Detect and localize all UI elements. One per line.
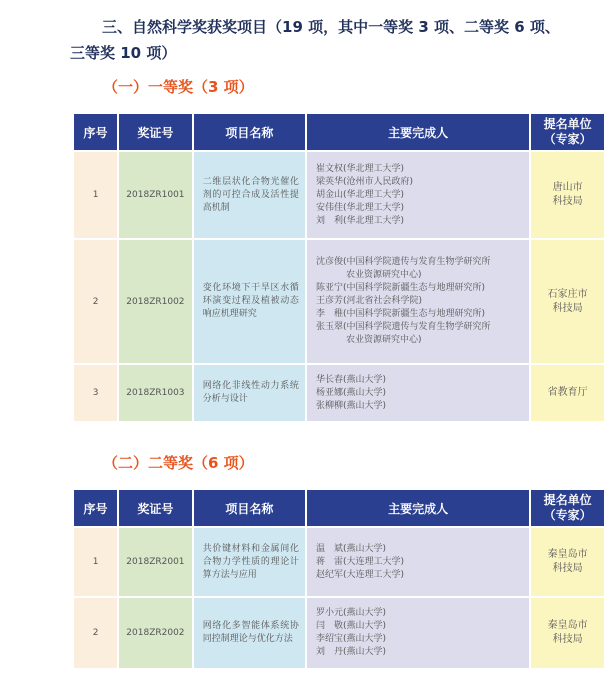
unit-line: 科技局 xyxy=(552,196,583,207)
person: 刘 丹(燕山大学) xyxy=(315,647,386,657)
person: 陈亚宁(中国科学院新疆生态与地理研究所) xyxy=(315,283,485,293)
cell-name: 变化环境下干旱区水循环演变过程及植被动态响应机理研究 xyxy=(194,240,305,363)
header-id: 奖证号 xyxy=(119,114,192,150)
cell-id: 2018ZR1003 xyxy=(119,365,192,421)
header-people: 主要完成人 xyxy=(307,490,529,526)
table-row xyxy=(74,152,604,238)
header-id: 奖证号 xyxy=(119,490,192,526)
cell-name: 网络化非线性动力系统分析与设计 xyxy=(194,365,305,421)
person: 华长春(燕山大学) xyxy=(315,374,386,385)
person: 刘 利(华北理工大学) xyxy=(315,215,404,226)
cell-id: 2018ZR2002 xyxy=(119,598,192,668)
cell-no: 2 xyxy=(74,240,117,363)
cell-name: 二维层状化合物光催化剂的可控合成及活性提高机制 xyxy=(194,152,305,238)
unit-line: 科技局 xyxy=(552,563,583,574)
header-people: 主要完成人 xyxy=(307,114,529,150)
header-unit xyxy=(531,490,604,526)
person: 蒋 雷(大连理工大学) xyxy=(315,556,404,567)
cell-name: 共价键材料和金属间化合物力学性质的理论计算方法与应用 xyxy=(194,528,305,596)
header-unit-line-2: （专家） xyxy=(543,508,592,522)
header-unit-line-1: 提名单位 xyxy=(543,493,592,507)
person: 张玉翠(中国科学院遗传与发育生物学研究所 xyxy=(315,322,491,332)
person: 王彦芳(河北省社会科学院) xyxy=(315,296,422,306)
person: 安伟佳(华北理工大学) xyxy=(315,202,404,213)
person: 罗小元(燕山大学) xyxy=(315,608,386,618)
cell-unit xyxy=(531,528,604,596)
heading-line-1: 三、自然科学奖获奖项目（19 项，其中一等奖 3 项、二等奖 6 项、 xyxy=(102,18,560,36)
header-no: 序号 xyxy=(74,114,117,150)
cell-no: 2 xyxy=(74,598,117,668)
first-prize-title: （一）一等奖（3 项） xyxy=(103,78,254,96)
cell-id: 2018ZR1002 xyxy=(119,240,192,363)
section-heading xyxy=(40,14,600,66)
table-row xyxy=(74,365,604,421)
cell-unit xyxy=(531,598,604,668)
person: 沈彦俊(中国科学院遗传与发育生物学研究所 xyxy=(315,257,491,267)
person: 崔文权(华北理工大学) xyxy=(315,163,404,174)
cell-no: 3 xyxy=(74,365,117,421)
person: 杨亚娜(燕山大学) xyxy=(315,387,386,398)
cell-unit xyxy=(531,365,604,421)
table-header-row xyxy=(74,114,604,150)
unit-line: 秦皇岛市 xyxy=(547,620,588,631)
heading-line-2: 三等奖 10 项） xyxy=(70,44,177,62)
cell-people xyxy=(307,365,529,421)
person: 温 斌(燕山大学) xyxy=(315,543,386,554)
person: 梁英华(沧州市人民政府) xyxy=(315,176,413,187)
header-name: 项目名称 xyxy=(194,490,305,526)
person: 闫 敬(燕山大学) xyxy=(315,621,386,631)
cell-no: 1 xyxy=(74,528,117,596)
table-header-row xyxy=(74,490,604,526)
table-row xyxy=(74,598,604,668)
cell-people xyxy=(307,240,529,363)
cell-people xyxy=(307,528,529,596)
cell-people xyxy=(307,598,529,668)
header-unit-line-1: 提名单位 xyxy=(543,117,592,131)
cell-no: 1 xyxy=(74,152,117,238)
header-name: 项目名称 xyxy=(194,114,305,150)
person: 李绍宝(燕山大学) xyxy=(315,634,386,644)
cell-people xyxy=(307,152,529,238)
person: 李 稚(中国科学院新疆生态与地理研究所) xyxy=(315,309,485,319)
person: 农业资源研究中心) xyxy=(345,335,422,345)
header-no: 序号 xyxy=(74,490,117,526)
second-prize-table xyxy=(72,488,606,670)
table-row xyxy=(74,528,604,596)
unit-line: 省教育厅 xyxy=(547,387,588,398)
person: 胡金山(华北理工大学) xyxy=(315,189,404,200)
cell-unit xyxy=(531,152,604,238)
unit-line: 秦皇岛市 xyxy=(547,549,588,560)
person: 赵纪军(大连理工大学) xyxy=(315,569,404,580)
unit-line: 科技局 xyxy=(552,302,583,314)
table-row xyxy=(74,240,604,363)
cell-id: 2018ZR2001 xyxy=(119,528,192,596)
unit-line: 唐山市 xyxy=(552,182,583,193)
person: 农业资源研究中心) xyxy=(345,270,422,280)
first-prize-table xyxy=(72,112,606,423)
cell-unit xyxy=(531,240,604,363)
unit-line: 石家庄市 xyxy=(547,288,588,300)
cell-name: 网络化多智能体系统协同控制理论与优化方法 xyxy=(194,598,305,668)
person: 张柳柳(燕山大学) xyxy=(315,400,386,411)
header-unit-line-2: （专家） xyxy=(543,132,592,146)
header-unit xyxy=(531,114,604,150)
unit-line: 科技局 xyxy=(552,634,583,645)
cell-id: 2018ZR1001 xyxy=(119,152,192,238)
second-prize-title: （二）二等奖（6 项） xyxy=(103,454,254,472)
